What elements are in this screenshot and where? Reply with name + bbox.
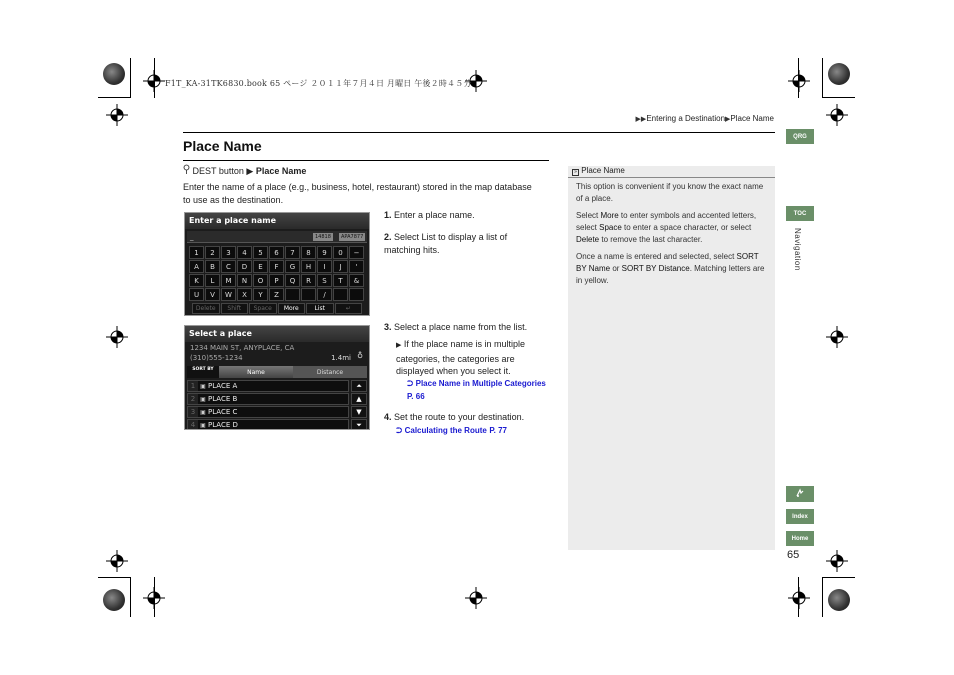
page-up-icon[interactable]: ⏶ bbox=[351, 380, 367, 392]
text: to enter symbols and accented letters, select bbox=[576, 211, 757, 232]
keyboard-key[interactable]: V bbox=[205, 288, 220, 301]
text: to remove the last character. bbox=[599, 235, 703, 244]
registration-target-icon bbox=[106, 104, 128, 126]
keyboard-key[interactable]: I bbox=[317, 260, 332, 273]
arrow-icon: ▶ bbox=[725, 116, 731, 123]
result-row[interactable] bbox=[187, 406, 349, 418]
keyboard-key[interactable]: H bbox=[301, 260, 316, 273]
knob-icon bbox=[183, 166, 193, 176]
keyboard-key[interactable]: 2 bbox=[205, 246, 220, 259]
place-name: PLACE A bbox=[208, 382, 238, 390]
breadcrumb-parent[interactable]: Entering a Destination bbox=[646, 114, 726, 123]
step-3-link[interactable] bbox=[407, 377, 547, 403]
category-icon: ▣ bbox=[200, 408, 206, 416]
place-name-input[interactable] bbox=[187, 231, 367, 243]
cross-ref-link[interactable]: Place Name in Multiple Categories bbox=[415, 379, 546, 388]
keyboard-key[interactable]: & bbox=[349, 274, 364, 287]
panel-heading bbox=[572, 166, 625, 176]
result-row[interactable] bbox=[187, 380, 349, 392]
keyboard-key[interactable] bbox=[333, 288, 348, 301]
address-line: 1234 MAIN ST, ANYPLACE, CA bbox=[190, 344, 295, 352]
step-3-note bbox=[396, 338, 544, 378]
row-number: 2 bbox=[188, 394, 198, 404]
match-count-chip: 14818 bbox=[315, 234, 331, 240]
keyboard-function-key[interactable]: Shift bbox=[221, 303, 249, 314]
row-number: 3 bbox=[188, 407, 198, 417]
place-name: PLACE D bbox=[208, 421, 238, 429]
keyboard-key[interactable]: C bbox=[221, 260, 236, 273]
keyboard-key[interactable]: K bbox=[189, 274, 204, 287]
keyboard-key[interactable]: S bbox=[317, 274, 332, 287]
keyboard-function-row bbox=[185, 302, 369, 315]
keyboard-key[interactable]: 1 bbox=[189, 246, 204, 259]
voice-icon bbox=[795, 488, 805, 500]
keyboard-function-key[interactable]: ↵ bbox=[335, 303, 363, 314]
scroll-down-icon[interactable]: ▼ bbox=[351, 406, 367, 418]
registration-ball-bottom-right bbox=[828, 589, 850, 611]
page-title: Place Name bbox=[183, 138, 262, 154]
registration-ball-top-right bbox=[828, 63, 850, 85]
keyboard-function-key[interactable]: Delete bbox=[192, 303, 220, 314]
title-rule bbox=[183, 132, 775, 133]
keyboard-key[interactable]: ' bbox=[349, 260, 364, 273]
keyboard-key[interactable]: T bbox=[333, 274, 348, 287]
keyboard-key[interactable]: 8 bbox=[301, 246, 316, 259]
toc-tab[interactable]: TOC bbox=[786, 206, 814, 221]
sort-distance-label: SORT BY Distance bbox=[621, 264, 690, 273]
link-arrow-icon: ⮊ bbox=[407, 379, 414, 388]
keyboard-key[interactable] bbox=[301, 288, 316, 301]
keyboard-key[interactable] bbox=[285, 288, 300, 301]
step-2 bbox=[384, 231, 544, 257]
keyboard-key[interactable]: 7 bbox=[285, 246, 300, 259]
enter-place-name-screen bbox=[184, 212, 370, 316]
registration-ball-top-left bbox=[103, 63, 125, 85]
place-address bbox=[185, 342, 369, 366]
link-arrow-icon: ⮊ bbox=[396, 426, 403, 435]
link-page[interactable]: P. 66 bbox=[407, 392, 425, 401]
row-number: 1 bbox=[188, 381, 198, 391]
breadcrumb-current: Place Name bbox=[730, 114, 774, 123]
step-4 bbox=[384, 411, 544, 424]
registration-target-icon bbox=[826, 104, 848, 126]
registration-target-icon bbox=[143, 587, 165, 609]
keyboard-key[interactable]: F bbox=[269, 260, 284, 273]
arrow-icon: ▶ bbox=[246, 166, 254, 176]
poi-icon: ♁ bbox=[357, 351, 363, 360]
keyboard-key[interactable]: N bbox=[237, 274, 252, 287]
registration-target-icon bbox=[465, 587, 487, 609]
keyboard-key[interactable]: G bbox=[285, 260, 300, 273]
result-row[interactable] bbox=[187, 393, 349, 405]
screen-title: Enter a place name bbox=[185, 213, 369, 229]
keyboard-key[interactable]: X bbox=[237, 288, 252, 301]
panel-rule bbox=[568, 177, 775, 178]
screen-title: Select a place bbox=[185, 326, 369, 342]
sort-by-label: SORT BY bbox=[187, 366, 219, 378]
select-place-screen bbox=[184, 325, 370, 430]
step-text: Select bbox=[394, 232, 422, 242]
text: or bbox=[610, 264, 622, 273]
qrg-tab[interactable]: QRG bbox=[786, 129, 814, 144]
keyboard-key[interactable]: J bbox=[333, 260, 348, 273]
keyboard-key[interactable]: B bbox=[205, 260, 220, 273]
keyboard-key[interactable]: 5 bbox=[253, 246, 268, 259]
text: Once a name is entered and selected, select bbox=[576, 252, 737, 261]
keyboard-function-key[interactable]: Space bbox=[249, 303, 277, 314]
page-down-icon[interactable]: ⏷ bbox=[351, 419, 367, 430]
section-label: Navigation bbox=[793, 228, 802, 271]
link-page[interactable]: P. 77 bbox=[489, 426, 508, 435]
category-icon: ▣ bbox=[200, 395, 206, 403]
input-cursor: _ bbox=[190, 233, 194, 241]
arrow-icon: ▶ bbox=[396, 342, 402, 349]
more-label: More bbox=[600, 211, 619, 220]
match-count-chip: APA7877 bbox=[341, 234, 364, 240]
keyboard-key[interactable]: 6 bbox=[269, 246, 284, 259]
keyboard-key[interactable]: / bbox=[317, 288, 332, 301]
keyboard-grid bbox=[185, 245, 369, 302]
distance-value: 1.4mi bbox=[331, 354, 351, 362]
sort-name-label: SORT BY Name bbox=[576, 252, 759, 273]
keyboard-key[interactable]: E bbox=[253, 260, 268, 273]
breadcrumb bbox=[636, 114, 774, 123]
text: to enter a space character, or select bbox=[621, 223, 752, 232]
panel-title: Place Name bbox=[581, 166, 625, 175]
double-arrow-icon: ▶▶ bbox=[635, 116, 647, 123]
keyboard-key[interactable]: 0 bbox=[333, 246, 348, 259]
step-number: 2. bbox=[384, 232, 392, 242]
keyboard-key[interactable]: Y bbox=[253, 288, 268, 301]
keyboard-key[interactable]: M bbox=[221, 274, 236, 287]
index-tab[interactable]: Index bbox=[786, 509, 814, 524]
list-button-label: List bbox=[421, 232, 436, 242]
place-name: PLACE C bbox=[208, 408, 238, 416]
print-header: F1T_KA-31TK6830.book 65 ページ ２０１１年７月４日 月曜日 午後２時４５分 bbox=[165, 79, 472, 88]
result-rows bbox=[187, 380, 349, 430]
registration-ball-bottom-left bbox=[103, 589, 125, 611]
step-number: 1. bbox=[384, 210, 392, 220]
keyboard-key[interactable]: L bbox=[205, 274, 220, 287]
button-path bbox=[183, 164, 306, 177]
keyboard-key[interactable]: A bbox=[189, 260, 204, 273]
sort-by-distance-tab[interactable]: Distance bbox=[293, 366, 367, 378]
keyboard-function-key[interactable]: List bbox=[306, 303, 334, 314]
keyboard-key[interactable]: W bbox=[221, 288, 236, 301]
keyboard-key[interactable]: D bbox=[237, 260, 252, 273]
registration-target-icon bbox=[826, 326, 848, 348]
registration-target-icon bbox=[106, 326, 128, 348]
panel-paragraph-2 bbox=[576, 210, 768, 246]
sort-by-name-tab[interactable]: Name bbox=[219, 366, 293, 378]
page-number: 65 bbox=[787, 549, 800, 561]
scroll-up-icon[interactable]: ▲ bbox=[351, 393, 367, 405]
category-icon: ▣ bbox=[200, 382, 206, 390]
space-label: Space bbox=[599, 223, 622, 232]
registration-target-icon bbox=[788, 587, 810, 609]
step-4-link[interactable] bbox=[396, 424, 546, 438]
voice-command-tab[interactable] bbox=[786, 486, 814, 502]
phone-line: (310)555-1234 bbox=[190, 354, 243, 362]
panel-paragraph-1: This option is convenient if you know the exact name of a place. bbox=[576, 182, 764, 203]
keyboard-key[interactable]: Q bbox=[285, 274, 300, 287]
note-text: If the place name is in multiple categories, the categories are displayed when you select it. bbox=[396, 339, 525, 376]
keyboard-key[interactable]: Z bbox=[269, 288, 284, 301]
step-text: Enter a place name. bbox=[394, 210, 475, 220]
registration-target-icon bbox=[143, 70, 165, 92]
keyboard-key[interactable]: 9 bbox=[317, 246, 332, 259]
keyboard-key[interactable]: O bbox=[253, 274, 268, 287]
cross-ref-link[interactable]: Calculating the Route bbox=[404, 426, 487, 435]
keyboard-key[interactable]: R bbox=[301, 274, 316, 287]
result-row[interactable] bbox=[187, 419, 349, 430]
delete-label: Delete bbox=[576, 235, 600, 244]
path-target: Place Name bbox=[255, 166, 307, 176]
scroll-controls bbox=[351, 380, 367, 430]
keyboard-key[interactable]: U bbox=[189, 288, 204, 301]
registration-target-icon bbox=[826, 550, 848, 572]
step-text: Set the route to your destination. bbox=[394, 412, 525, 422]
note-icon: » bbox=[572, 169, 579, 176]
step-text: to display a list of matching hits. bbox=[384, 232, 508, 255]
panel-paragraph-3 bbox=[576, 251, 768, 287]
keyboard-key[interactable] bbox=[349, 288, 364, 301]
step-text: Select a place name from the list. bbox=[394, 322, 528, 332]
category-icon: ▣ bbox=[200, 421, 206, 429]
step-1 bbox=[384, 209, 544, 222]
path-prefix: DEST button bbox=[192, 166, 244, 176]
registration-target-icon bbox=[106, 550, 128, 572]
text: Select bbox=[576, 211, 601, 220]
keyboard-key[interactable]: − bbox=[349, 246, 364, 259]
place-name: PLACE B bbox=[208, 395, 238, 403]
registration-target-icon bbox=[788, 70, 810, 92]
keyboard-key[interactable]: 4 bbox=[237, 246, 252, 259]
step-3 bbox=[384, 321, 544, 334]
home-tab[interactable]: Home bbox=[786, 531, 814, 546]
row-number: 4 bbox=[188, 420, 198, 430]
sort-bar bbox=[187, 366, 367, 378]
keyboard-function-key[interactable]: More bbox=[278, 303, 306, 314]
intro-text: Enter the name of a place (e.g., business, hotel, restaurant) stored in the map database to use as the destination. bbox=[183, 182, 532, 205]
step-number: 4. bbox=[384, 412, 392, 422]
text: . Matching letters are in yellow. bbox=[576, 264, 765, 285]
keyboard-key[interactable]: P bbox=[269, 274, 284, 287]
step-number: 3. bbox=[384, 322, 392, 332]
results-list bbox=[187, 380, 367, 430]
keyboard-key[interactable]: 3 bbox=[221, 246, 236, 259]
title-underline bbox=[183, 160, 549, 161]
